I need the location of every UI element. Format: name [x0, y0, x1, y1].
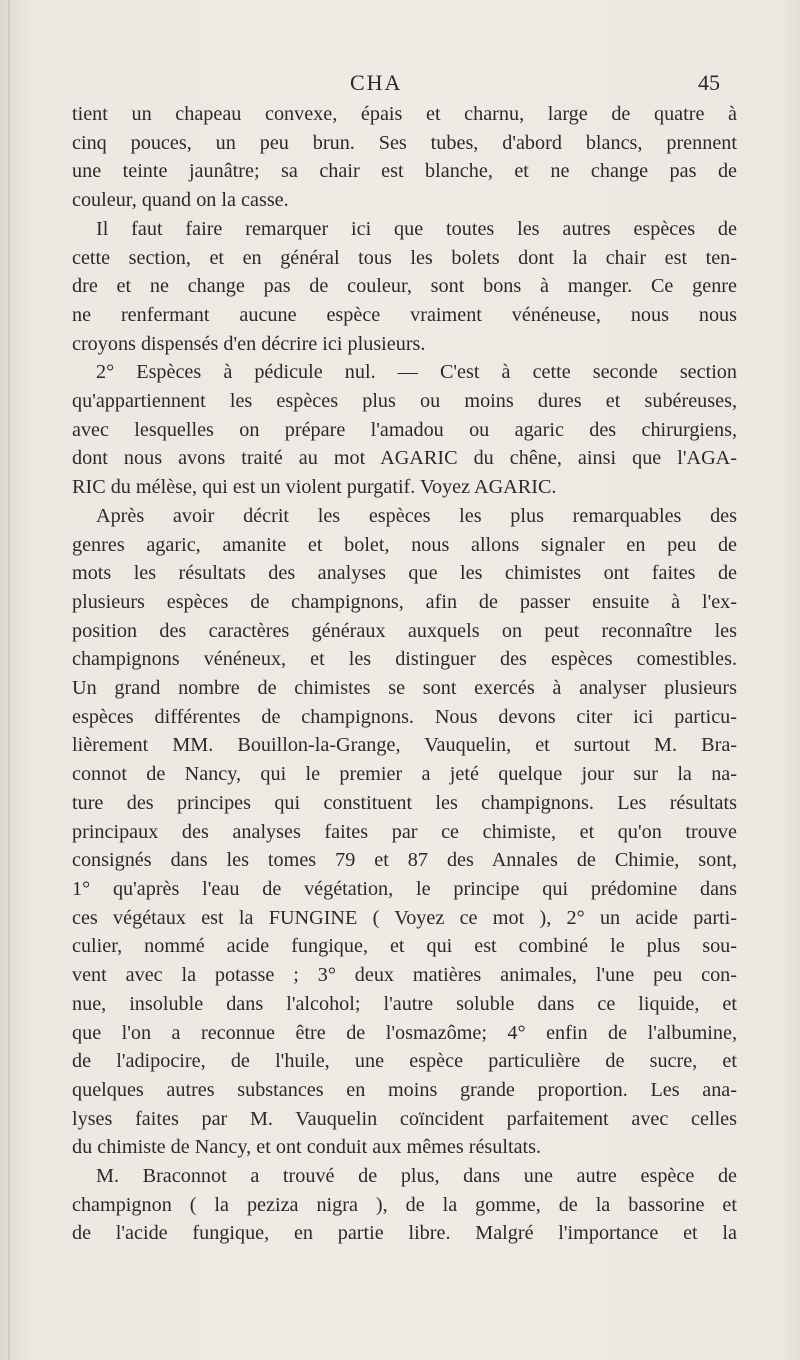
body-text	[72, 100, 737, 1248]
text-line: Il faut faire remarquer ici que toutes les autres espèces de	[96, 217, 737, 240]
text-line: consignés dans les tomes 79 et 87 des Annales de Chimie, sont,	[72, 849, 737, 872]
text-line: qu'appartiennent les espèces plus ou moins dures et subéreuses,	[72, 390, 737, 413]
text-line: quelques autres substances en moins grande proportion. Les ana-	[72, 1078, 737, 1101]
text-line: Un grand nombre de chimistes se sont exercés à analyser plusieurs	[72, 677, 737, 700]
text-line: position des caractères généraux auxquels on peut reconnaître les	[72, 619, 737, 642]
text-line: ces végétaux est la FUNGINE ( Voyez ce mot ), 2° un acide parti-	[72, 906, 737, 929]
text-line: lièrement MM. Bouillon-la-Grange, Vauquelin, et surtout M. Bra-	[72, 734, 737, 757]
text-line: de l'acide fungique, en partie libre. Malgré l'importance et la	[72, 1222, 737, 1245]
text-line: connot de Nancy, qui le premier a jeté quelque jour sur la na-	[72, 763, 737, 786]
text-line: M. Braconnot a trouvé de plus, dans une autre espèce de	[96, 1165, 737, 1188]
text-line: que l'on a reconnue être de l'osmazôme; 4° enfin de l'albumine,	[72, 1021, 737, 1044]
text-line: dont nous avons traité au mot AGARIC du chêne, ainsi que l'AGA-	[72, 447, 737, 470]
page-number: 45	[698, 70, 720, 95]
text-line: vent avec la potasse ; 3° deux matières animales, l'une peu con-	[72, 964, 737, 987]
text-line: mots les résultats des analyses que les chimistes ont faites de	[72, 562, 737, 585]
text-line: couleur, quand on la casse.	[72, 189, 289, 212]
text-line: 2° Espèces à pédicule nul. — C'est à cette seconde section	[96, 361, 737, 384]
text-line: une teinte jaunâtre; sa chair est blanche, et ne change pas de	[72, 160, 737, 183]
text-line: avec lesquelles on prépare l'amadou ou agaric des chirurgiens,	[72, 418, 737, 441]
text-line: culier, nommé acide fungique, et qui est combiné le plus sou-	[72, 935, 737, 958]
text-line: nue, insoluble dans l'alcohol; l'autre soluble dans ce liquide, et	[72, 992, 737, 1015]
text-line: plusieurs espèces de champignons, afin de passer ensuite à l'ex-	[72, 590, 737, 613]
text-line: principaux des analyses faites par ce chimiste, et qu'on trouve	[72, 820, 737, 843]
text-line: tient un chapeau convexe, épais et charnu, large de quatre à	[72, 103, 737, 125]
text-line: RIC du mélèse, qui est un violent purgatif. Voyez AGARIC.	[72, 476, 557, 499]
text-line: Après avoir décrit les espèces les plus remarquables des	[96, 504, 737, 527]
text-line: champignons vénéneux, et les distinguer des espèces comestibles.	[72, 648, 737, 671]
text-line: champignon ( la peziza nigra ), de la gomme, de la bassorine et	[72, 1193, 737, 1216]
text-line: croyons dispensés d'en décrire ici plusieurs.	[72, 332, 426, 355]
text-line: ture des principes qui constituent les champignons. Les résultats	[72, 791, 737, 814]
text-line: lyses faites par M. Vauquelin coïncident parfaitement avec celles	[72, 1107, 737, 1130]
text-line: du chimiste de Nancy, et ont conduit aux mêmes résultats.	[72, 1136, 542, 1159]
text-line: 1° qu'après l'eau de végétation, le principe qui prédomine dans	[72, 877, 737, 900]
text-line: de l'adipocire, de l'huile, une espèce particulière de sucre, et	[72, 1050, 737, 1073]
text-line: espèces différentes de champignons. Nous devons citer ici particu-	[72, 705, 737, 728]
text-line: genres agaric, amanite et bolet, nous allons signaler en peu de	[72, 533, 737, 556]
text-line: cette section, et en général tous les bolets dont la chair est ten-	[72, 246, 737, 269]
text-line: ne renfermant aucune espèce vraiment vénéneuse, nous nous	[72, 303, 737, 326]
page-header	[0, 70, 800, 100]
running-head: CHA	[350, 70, 403, 95]
text-line: dre et ne change pas de couleur, sont bons à manger. Ce genre	[72, 275, 737, 298]
page-edge-shadow	[8, 0, 10, 1360]
text-line: cinq pouces, un peu brun. Ses tubes, d'abord blancs, prennent	[72, 131, 737, 154]
